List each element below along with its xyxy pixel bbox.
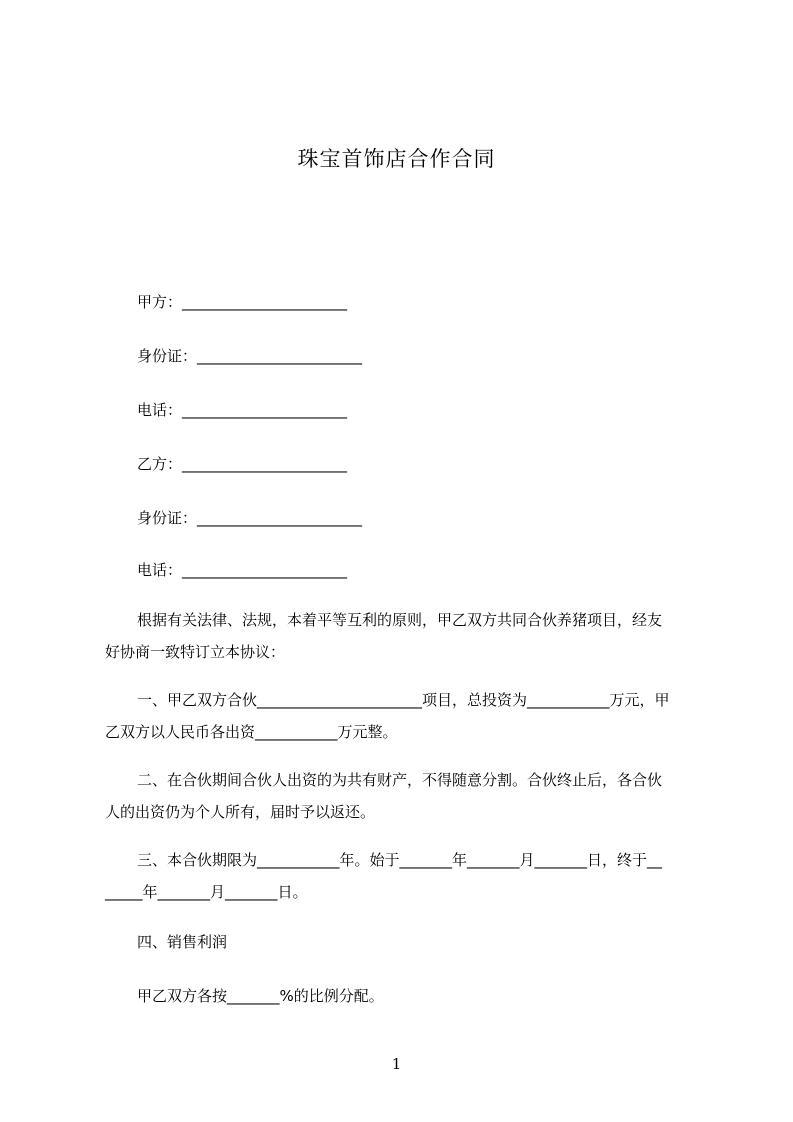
preamble-line-2: 好协商一致特订立本协议： [105, 643, 286, 661]
party-a-name-field: 甲方：______________________ [137, 293, 348, 311]
clause-1-paragraph [105, 684, 705, 748]
clause-4-heading: 四、销售利润 [137, 933, 228, 951]
document-title: 珠宝首饰店合作合同 [297, 147, 496, 171]
party-b-id-field: 身份证：______________________ [137, 509, 363, 527]
clause-3-line-1: 三、本合伙期限为___________年。始于_______年_______月_______日，终于__ [137, 851, 663, 869]
clause-2-line-1: 二、在合伙期间合伙人出资的为共有财产，不得随意分割。合伙终止后，各合伙 [137, 771, 663, 789]
party-a-id-field: 身份证：______________________ [137, 347, 363, 365]
clause-1-line-2: 乙双方以人民币各出资___________万元整。 [105, 723, 398, 741]
clause-3-paragraph [105, 844, 705, 908]
party-b-phone-field: 电话：______________________ [137, 561, 348, 579]
clause-3-line-2: _____年_______月_______日。 [105, 883, 308, 901]
preamble-line-1: 根据有关法律、法规，本着平等互利的原则，甲乙双方共同合伙养猪项目，经友 [137, 611, 663, 629]
clause-2-line-2: 人的出资仍为个人所有，届时予以返还。 [105, 803, 376, 821]
clause-1-line-1: 一、甲乙双方合伙______________________项目，总投资为___________万元，甲 [137, 691, 670, 709]
clause-4-body: 甲乙双方各按_______%的比例分配。 [137, 987, 384, 1005]
party-b-name-field: 乙方：______________________ [137, 455, 348, 473]
page-number: 1 [391, 1055, 402, 1073]
clause-2-paragraph [105, 764, 705, 828]
party-a-phone-field: 电话：______________________ [137, 401, 348, 419]
preamble-paragraph [105, 604, 705, 668]
